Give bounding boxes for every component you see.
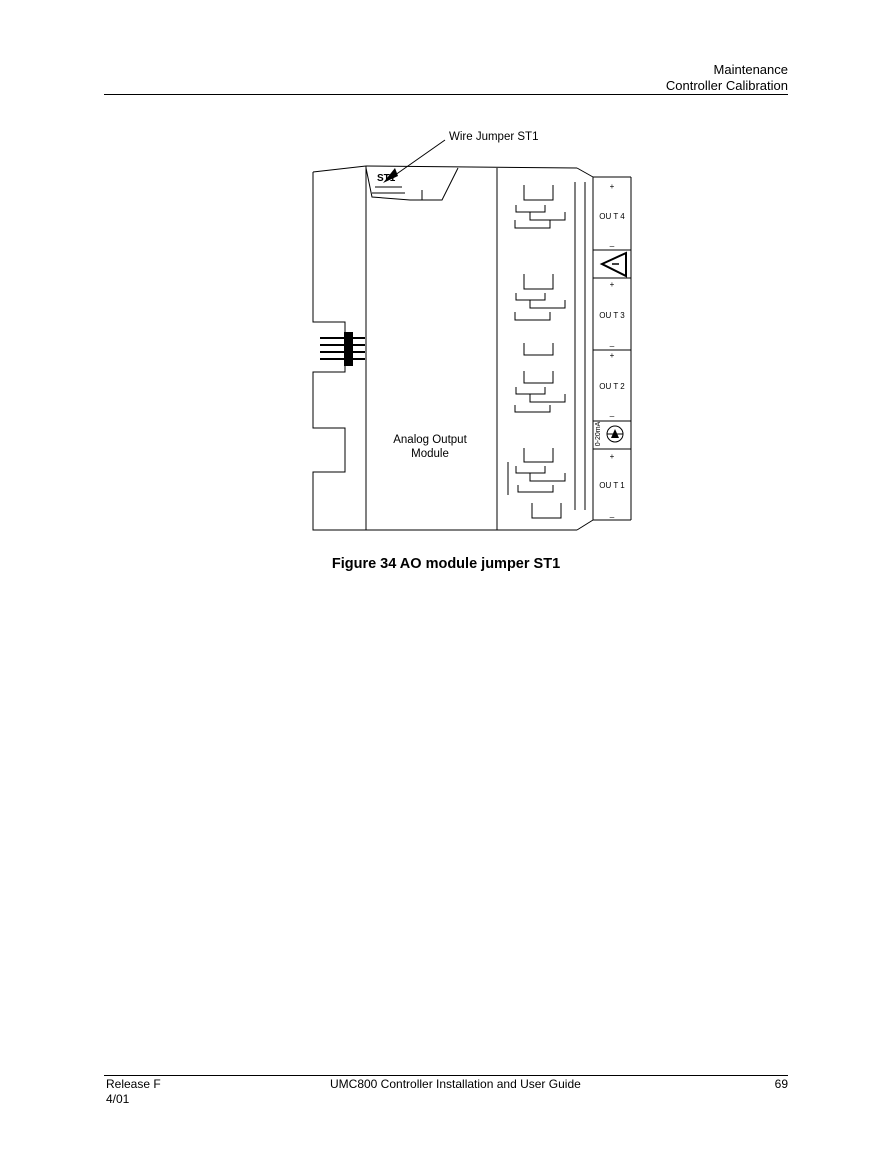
footer-date: 4/01 (106, 1092, 130, 1106)
out1-label: OU T 1 (599, 481, 625, 490)
figure-caption: Figure 34 AO module jumper ST1 (331, 556, 561, 572)
header-rule (104, 94, 788, 95)
footer-release: Release F (106, 1077, 161, 1091)
module-label-line1: Analog Output (393, 434, 467, 446)
out3-minus: _ (609, 338, 615, 347)
out1-minus: _ (609, 509, 615, 518)
footer-title: UMC800 Controller Installation and User Guide (330, 1077, 581, 1091)
page-header (666, 62, 788, 94)
st1-label: ST1 (377, 173, 396, 184)
footer-rule (104, 1075, 788, 1076)
out4-plus: + (609, 182, 615, 191)
module-label-line2: Module (411, 448, 449, 460)
out2-plus: + (609, 351, 615, 360)
ao-module-diagram (300, 120, 645, 540)
out3-label: OU T 3 (599, 311, 625, 320)
range-label: 0-20mA (595, 421, 602, 447)
out2-minus: _ (609, 408, 615, 417)
header-subsection: Controller Calibration (665, 78, 788, 93)
out1-plus: + (609, 452, 615, 461)
out2-label: OU T 2 (599, 382, 625, 391)
header-section: Maintenance (713, 62, 788, 77)
out4-label: OU T 4 (599, 212, 625, 221)
ao-module-figure (300, 120, 645, 540)
out3-plus: + (609, 280, 615, 289)
page-number: 69 (774, 1077, 788, 1091)
footer-left (106, 1077, 161, 1107)
connector-pins (344, 332, 353, 366)
out4-minus: _ (609, 238, 615, 247)
callout-label: Wire Jumper ST1 (449, 131, 539, 143)
